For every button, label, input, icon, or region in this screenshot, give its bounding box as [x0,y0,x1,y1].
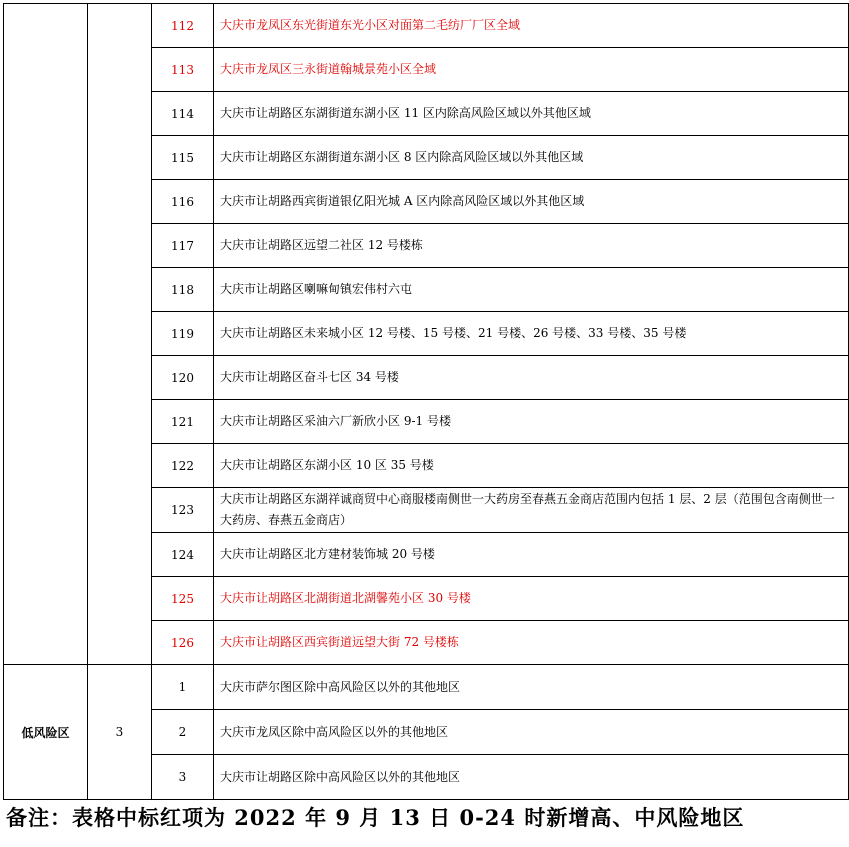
area-address: 大庆市让胡路区西宾街道远望大街 72 号楼栋 [214,621,849,665]
low-risk-count-cell: 3 [88,665,152,800]
medium-risk-category-cell [4,4,88,665]
area-address: 大庆市让胡路区除中高风险区以外的其他地区 [214,755,849,800]
row-number: 119 [152,312,214,356]
row-number: 122 [152,444,214,488]
area-address: 大庆市萨尔图区除中高风险区以外的其他地区 [214,665,849,710]
area-address: 大庆市龙凤区除中高风险区以外的其他地区 [214,710,849,755]
row-number: 113 [152,48,214,92]
area-address: 大庆市让胡路区未来城小区 12 号楼、15 号楼、21 号楼、26 号楼、33 号楼、35 号楼 [214,312,849,356]
row-number: 3 [152,755,214,800]
row-number: 2 [152,710,214,755]
row-number: 114 [152,92,214,136]
row-number: 117 [152,224,214,268]
area-address: 大庆市让胡路西宾街道银亿阳光城 A 区内除高风险区域以外其他区域 [214,180,849,224]
row-number: 126 [152,621,214,665]
area-address: 大庆市让胡路区北方建材装饰城 20 号楼 [214,533,849,577]
row-number: 1 [152,665,214,710]
table-row [4,665,849,710]
area-address: 大庆市让胡路区东湖小区 10 区 35 号楼 [214,444,849,488]
risk-area-table [3,3,849,800]
row-number: 121 [152,400,214,444]
row-number: 116 [152,180,214,224]
area-address: 大庆市让胡路区北湖街道北湖馨苑小区 30 号楼 [214,577,849,621]
footnote: 备注：表格中标红项为 2022 年 9 月 13 日 0-24 时新增高、中风险地区 [6,805,745,830]
risk-area-table-body [4,4,849,800]
area-address: 大庆市让胡路区东湖街道东湖小区 8 区内除高风险区域以外其他区域 [214,136,849,180]
table-row [4,4,849,48]
area-address: 大庆市让胡路区奋斗七区 34 号楼 [214,356,849,400]
area-address: 大庆市让胡路区远望二社区 12 号楼栋 [214,224,849,268]
row-number: 125 [152,577,214,621]
low-risk-category-cell: 低风险区 [4,665,88,800]
row-number: 124 [152,533,214,577]
area-address: 大庆市让胡路区东湖街道东湖小区 11 区内除高风险区域以外其他区域 [214,92,849,136]
row-number: 112 [152,4,214,48]
row-number: 123 [152,488,214,533]
area-address: 大庆市让胡路区采油六厂新欣小区 9-1 号楼 [214,400,849,444]
area-address: 大庆市让胡路区东湖祥诚商贸中心商服楼南侧世一大药房至春燕五金商店范围内包括 1 层、2 层（范围包含南侧世一大药房、春燕五金商店） [214,488,849,533]
area-address: 大庆市龙凤区东光街道东光小区对面第二毛纺厂厂区全域 [214,4,849,48]
area-address: 大庆市让胡路区喇嘛甸镇宏伟村六屯 [214,268,849,312]
medium-risk-count-cell [88,4,152,665]
area-address: 大庆市龙凤区三永街道翰城景苑小区全域 [214,48,849,92]
row-number: 120 [152,356,214,400]
row-number: 118 [152,268,214,312]
row-number: 115 [152,136,214,180]
